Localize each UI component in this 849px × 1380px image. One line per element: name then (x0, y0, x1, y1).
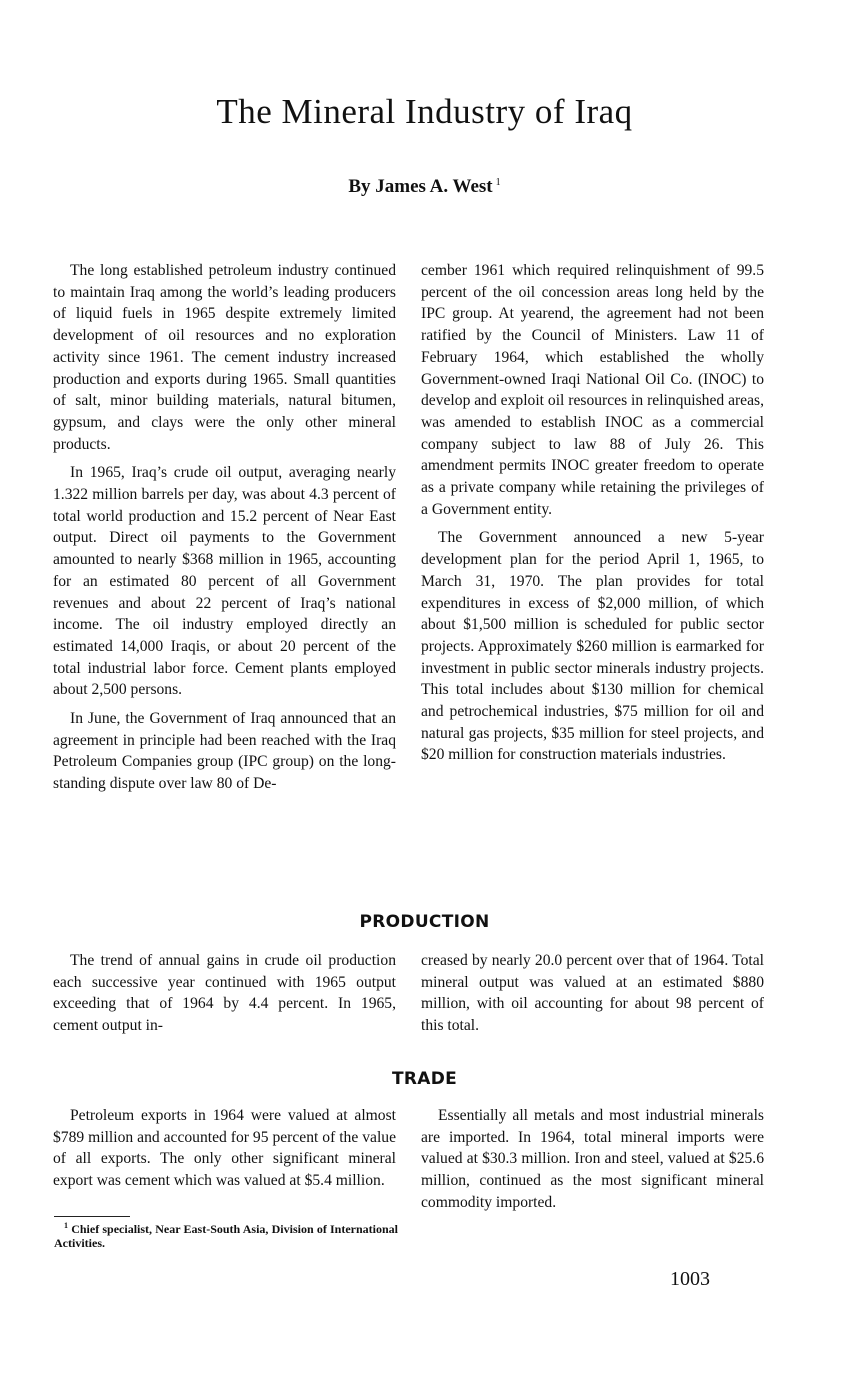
trade-left-column (53, 1105, 396, 1199)
footnote (54, 1219, 398, 1250)
production-left-column (53, 950, 396, 1044)
paragraph: The trend of annual gains in crude oil production each successive year continued with 1965 output exceeding that of 1964 by 4.4 percent. In 1965, cement output in- (53, 952, 396, 1035)
intro-left-column (53, 260, 396, 802)
footnote-divider (54, 1216, 130, 1217)
paragraph: Petroleum exports in 1964 were valued at almost $789 million and accounted for 95 percent of the value of all exports. The only other significant mineral export was cement which was valued at $5.4 million. (53, 1107, 396, 1190)
byline (0, 176, 849, 198)
page-number: 1003 (670, 1268, 710, 1290)
paragraph: Essentially all metals and most industrial minerals are imported. In 1964, total mineral imports were valued at $30.3 million. Iron and steel, valued at $25.6 million, continued as the most significant mineral commodity imported. (421, 1107, 764, 1211)
paragraph: The Government announced a new 5-year development plan for the period April 1, 1965, to March 31, 1970. The plan provides for total expenditures in excess of $2,000 million, of which about $1,500 million is scheduled for public sector projects. Approximately $260 million is earmarked for investment in public sector minerals industry projects. This total includes about $130 million for chemical and petrochemical industries, $75 million for oil and natural gas projects, $35 million for steel projects, and $20 million for construction materials industries. (421, 529, 764, 764)
paragraph: In June, the Government of Iraq announced that an agreement in principle had been reached with the Iraq Petroleum Companies group (IPC group) on the long-standing dispute over law 80 of De- (53, 710, 396, 793)
trade-right-column (421, 1105, 764, 1221)
paragraph: creased by nearly 20.0 percent over that of 1964. Total mineral output was valued at an estimated $880 million, with oil accounting for about 98 percent of this total. (421, 952, 764, 1035)
section-heading-trade: TRADE (391, 1069, 458, 1089)
footnote-mark: 1 (64, 1221, 68, 1230)
intro-right-column (421, 260, 764, 773)
production-right-column (421, 950, 764, 1044)
paragraph: In 1965, Iraq’s crude oil output, averaging nearly 1.322 million barrels per day, was about 4.3 percent of total world production and 15.2 percent of Near East output. Direct oil payments to the Government amounted to nearly $368 million in 1965, accounting for an estimated 80 percent of all Government revenues and about 22 percent of Iraq’s national income. The oil industry employed directly an estimated 14,000 Iraqis, or about 20 percent of the total industrial labor force. Cement plants employed about 2,500 persons. (53, 464, 396, 699)
section-heading-production: PRODUCTION (359, 912, 490, 932)
paragraph: The long established petroleum industry continued to maintain Iraq among the world’s leading producers of liquid fuels in 1965 despite extremely limited development of oil resources and no exploration activity since 1961. The cement industry increased production and exports during 1965. Small quantities of salt, minor building materials, natural bitumen, gypsum, and clays were the only other mineral products. (53, 262, 396, 453)
paragraph: cember 1961 which required relinquishment of 99.5 percent of the oil concession areas long held by the IPC group. At yearend, the agreement had not been ratified by the Council of Ministers. Law 11 of February 1964, which established the wholly Government-owned Iraqi National Oil Co. (INOC) to develop and exploit oil resources in relinquished areas, was amended to establish INOC as a commercial company subject to law 88 of July 26. This amendment permits INOC greater freedom to operate as a private company while retaining the privileges of a Government entity. (421, 262, 764, 518)
page-title: The Mineral Industry of Iraq (216, 92, 633, 131)
footnote-text: Chief specialist, Near East-South Asia, Division of International Activities. (54, 1222, 399, 1250)
author: By James A. West (348, 176, 493, 197)
footnote-mark: 1 (495, 176, 501, 188)
